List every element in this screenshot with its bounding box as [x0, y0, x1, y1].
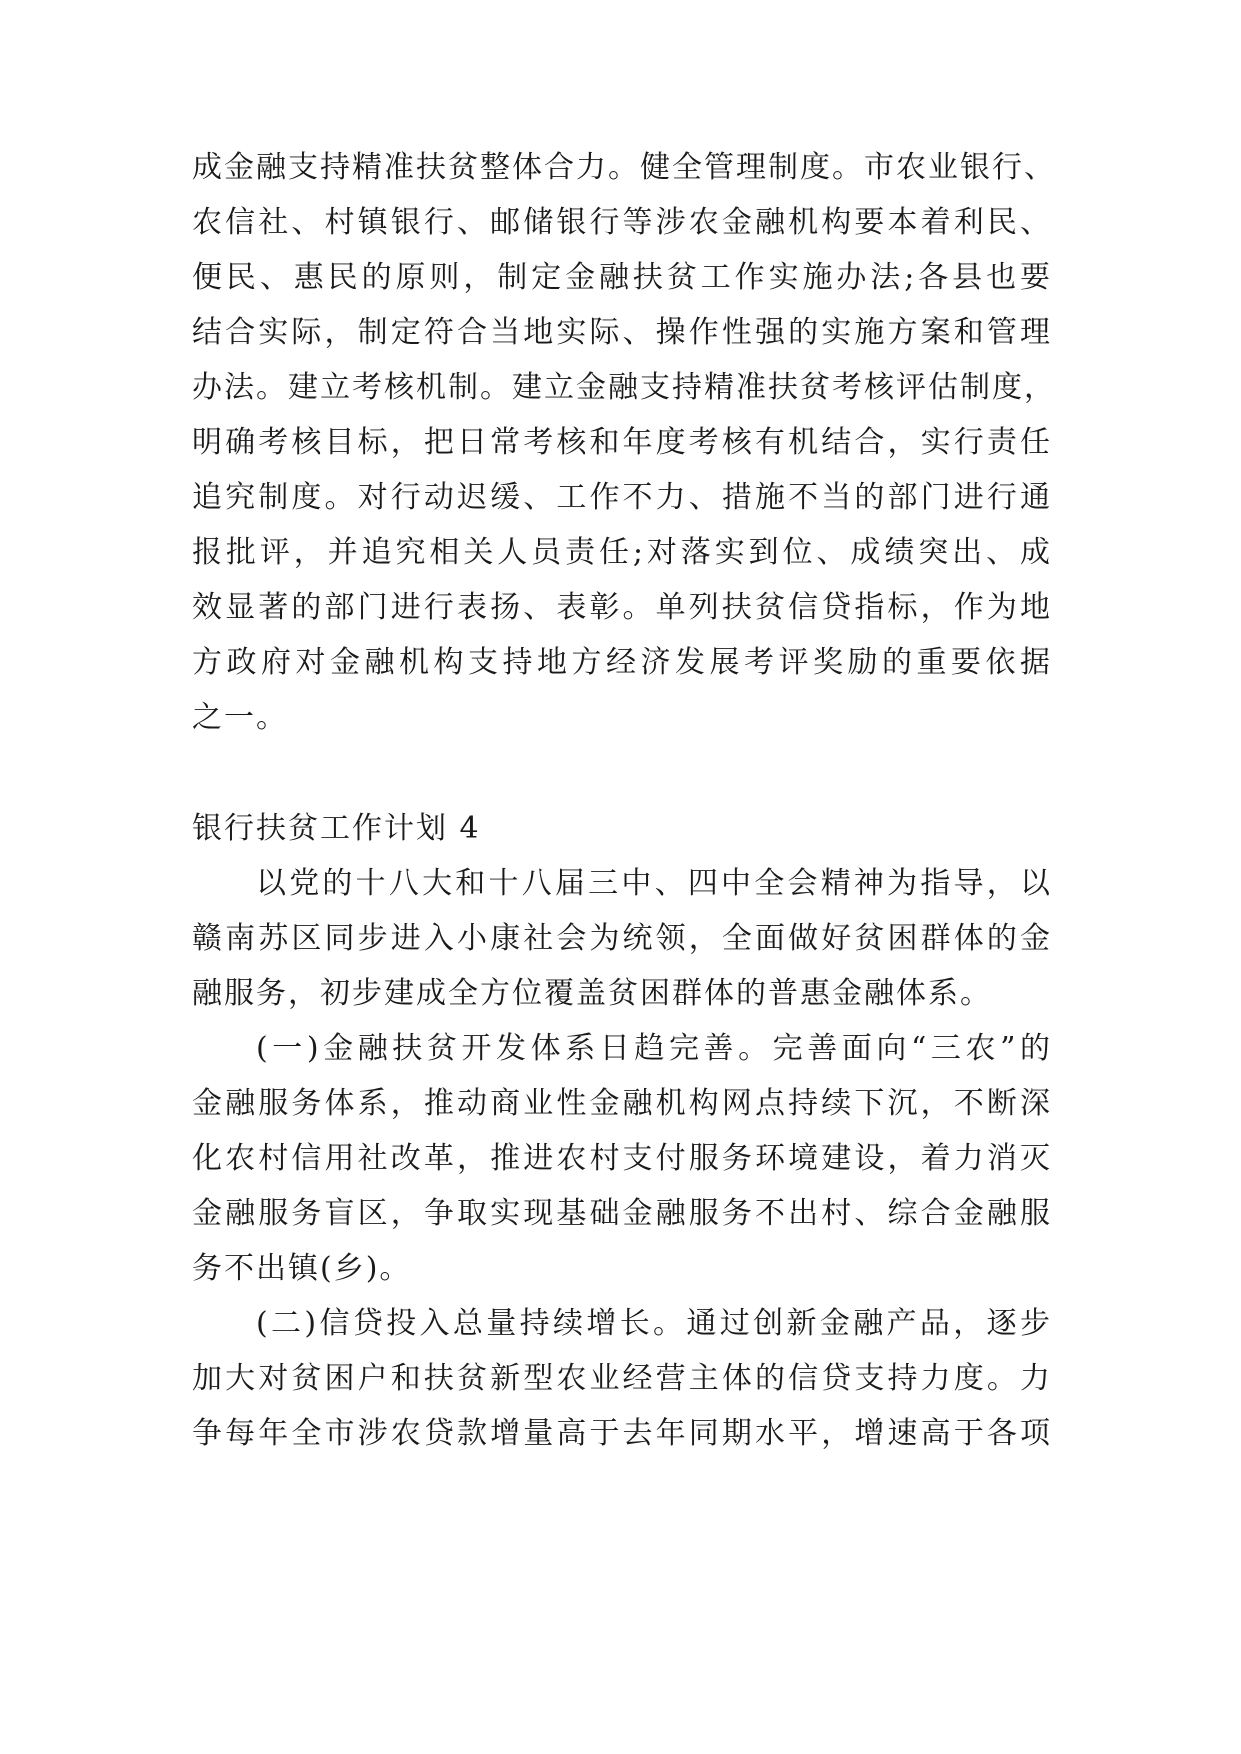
text-line: 报批评，并追究相关人员责任;对落实到位、成绩突出、成 [192, 535, 1052, 570]
text-line: 融服务，初步建成全方位覆盖贫困群体的普惠金融体系。 [192, 976, 992, 1011]
text-line: 追究制度。对行动迟缓、工作不力、措施不当的部门进行通 [192, 480, 1052, 515]
text-line: 办法。建立考核机制。建立金融支持精准扶贫考核评估制度， [192, 370, 1056, 405]
text-line: 务不出镇(乡)。 [192, 1251, 412, 1286]
text-line: 金融服务体系，推动商业性金融机构网点持续下沉，不断深 [192, 1086, 1052, 1121]
text-line: (二)信贷投入总量持续增长。通过创新金融产品，逐步 [256, 1306, 1052, 1341]
text-line: 成金融支持精准扶贫整体合力。健全管理制度。市农业银行、 [192, 150, 1056, 185]
text-line: 效显著的部门进行表扬、表彰。单列扶贫信贷指标，作为地 [192, 590, 1052, 625]
text-line: 赣南苏区同步进入小康社会为统领，全面做好贫困群体的金 [192, 921, 1052, 956]
section-heading: 银行扶贫工作计划 4 [192, 811, 481, 846]
text-line: 以党的十八大和十八届三中、四中全会精神为指导，以 [256, 866, 1052, 901]
text-line: (一)金融扶贫开发体系日趋完善。完善面向“三农”的 [256, 1031, 1052, 1066]
text-line: 加大对贫困户和扶贫新型农业经营主体的信贷支持力度。力 [192, 1361, 1052, 1396]
text-line: 农信社、村镇银行、邮储银行等涉农金融机构要本着利民、 [192, 205, 1052, 240]
text-line: 金融服务盲区，争取实现基础金融服务不出村、综合金融服 [192, 1196, 1052, 1231]
text-line: 明确考核目标，把日常考核和年度考核有机结合，实行责任 [192, 425, 1052, 460]
text-line: 化农村信用社改革，推进农村支付服务环境建设，着力消灭 [192, 1141, 1052, 1176]
text-line: 方政府对金融机构支持地方经济发展考评奖励的重要依据 [192, 645, 1052, 680]
text-line: 结合实际，制定符合当地实际、操作性强的实施方案和管理 [192, 315, 1052, 350]
text-line: 之一。 [192, 700, 288, 735]
text-line: 便民、惠民的原则，制定金融扶贫工作实施办法;各县也要 [192, 260, 1052, 295]
text-line: 争每年全市涉农贷款增量高于去年同期水平，增速高于各项 [192, 1416, 1052, 1451]
